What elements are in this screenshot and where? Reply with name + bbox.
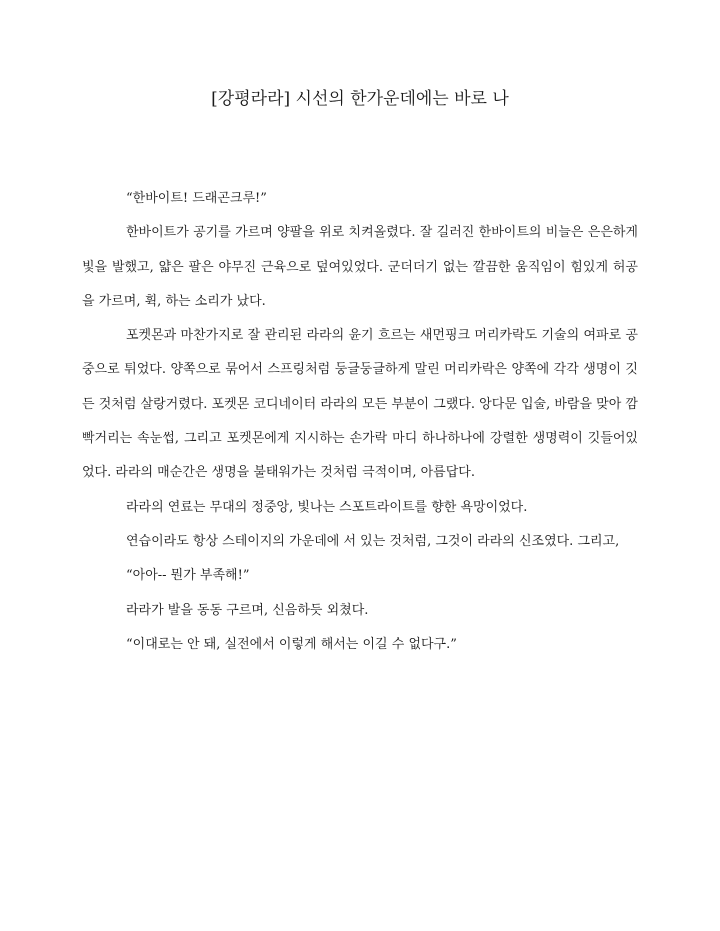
paragraph-narration-4: 연습이라도 항상 스테이지의 가운데에 서 있는 것처럼, 그것이 라라의 신조였다. 그리고,: [126, 533, 620, 549]
paragraph-dialogue-2: “아아-- 뭔가 부족해!”: [126, 568, 250, 584]
paragraph-narration-2: 포켓몬과 마찬가지로 잘 관리된 라라의 윤기 흐르는 새먼핑크 머리카락도 기술의 여파로 공중으로 튀었다. 양쪽으로 묶어서 스프링처럼 둥글둥글하게 말린 머리카락은 양쪽에 각각 생명이 깃든 것처럼 살랑거렸다. 포켓몬 코디네이터 라라의 모든 부분이 그랬다. 앙다문 입술, 바람을 맞아 깜빡거리는 속눈썹, 그리고 포켓몬에게 지시하는 손가락 마디 하나하나에 강렬한 생명력이 깃들어있었다. 라라의 매순간은 생명을 불태워가는 것처럼 극적이며, 아름답다.: [82, 328, 638, 481]
document-body: [82, 182, 638, 662]
paragraph-dialogue-3: “이대로는 안 돼, 실전에서 이렇게 해서는 이길 수 없다구.”: [126, 636, 457, 652]
paragraph-narration-1: 한바이트가 공기를 가르며 양팔을 위로 치켜올렸다. 잘 길러진 한바이트의 비늘은 은은하게 빛을 발했고, 얇은 팔은 야무진 근육으로 덮여있었다. 군더더기 없는 깔끔한 움직임이 힘있게 허공을 가르며, 휙, 하는 소리가 났다.: [82, 225, 638, 309]
paragraph-narration-3: 라라의 연료는 무대의 정중앙, 빛나는 스포트라이트를 향한 욕망이었다.: [126, 499, 528, 515]
paragraph-narration-5: 라라가 발을 동동 구르며, 신음하듯 외쳤다.: [126, 602, 369, 618]
paragraph-dialogue-1: “한바이트! 드래곤크루!”: [126, 191, 267, 206]
document-title: [강평라라] 시선의 한가운데에는 바로 나: [211, 89, 509, 109]
